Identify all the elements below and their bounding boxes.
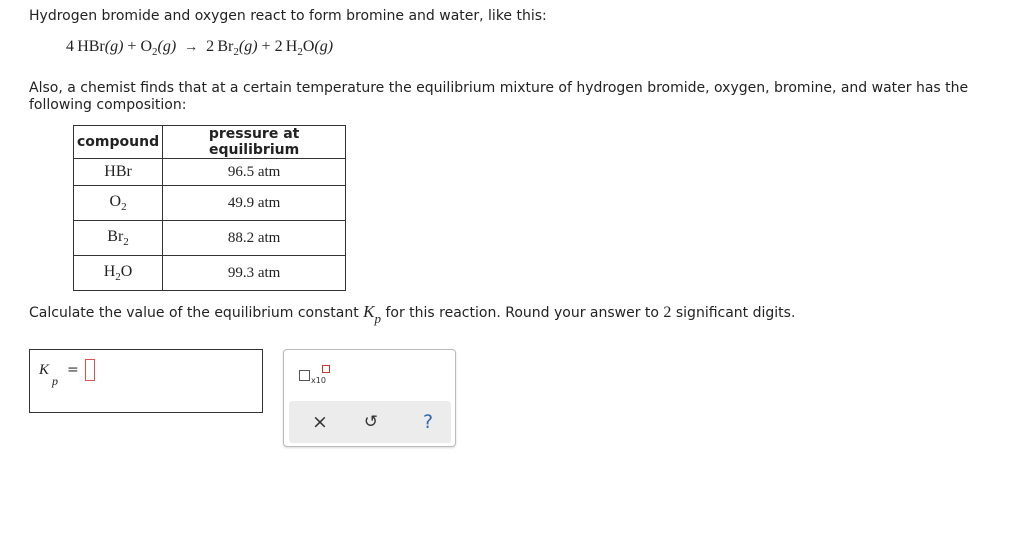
answer-k-subscript: p bbox=[52, 374, 58, 388]
chemical-equation: 4 $HBr(g) + O_2(g) \to 2$ $Br_2(g) + 2$ $H_2O(g)$ bbox=[66, 38, 334, 58]
pressure-cell: 49.9 atm bbox=[163, 186, 346, 221]
mantissa-box-icon bbox=[299, 370, 310, 381]
table-row bbox=[74, 221, 346, 256]
table-row bbox=[74, 186, 346, 221]
answer-k-label: K bbox=[39, 362, 50, 378]
pressure-cell: 99.3 atm bbox=[163, 256, 346, 291]
composition-table bbox=[73, 125, 346, 291]
help-button[interactable] bbox=[414, 409, 442, 435]
header-compound: compound bbox=[74, 126, 163, 159]
times-ten-label: x10 bbox=[311, 376, 326, 385]
compound-cell: $Br_2$ bbox=[74, 221, 163, 256]
pressure-cell: 88.2 atm bbox=[163, 221, 346, 256]
problem-intro: Hydrogen bromide and oxygen react to form bromine and water, like this: bbox=[29, 8, 547, 24]
undo-button[interactable] bbox=[357, 409, 385, 435]
compound-cell: $O_2$ bbox=[74, 186, 163, 221]
table-header-row bbox=[74, 126, 346, 159]
answer-equals: = bbox=[67, 362, 79, 378]
clear-button[interactable] bbox=[306, 409, 334, 435]
table-row bbox=[74, 256, 346, 291]
pressure-cell: 96.5 atm bbox=[163, 159, 346, 186]
compound-cell: $H_2O$ bbox=[74, 256, 163, 291]
close-icon: × bbox=[312, 411, 328, 433]
answer-input[interactable] bbox=[85, 359, 95, 381]
action-bar bbox=[289, 401, 451, 443]
exponent-box-icon bbox=[322, 365, 330, 373]
help-icon: ? bbox=[422, 411, 434, 433]
calculate-instruction: Calculate the value of the equilibrium constant $K_p$ for this reaction. Round your answer to 2 significant digits. bbox=[29, 302, 796, 326]
answer-box[interactable] bbox=[29, 349, 263, 413]
reaction-arrow-icon: → bbox=[184, 40, 199, 55]
header-pressure: pressure at equilibrium bbox=[163, 126, 346, 159]
table-row bbox=[74, 159, 346, 186]
composition-intro: Also, a chemist finds that at a certain temperature the equilibrium mixture of hydrogen bromide, oxygen, bromine, and water has the following composition: bbox=[29, 80, 969, 113]
compound-cell: HBr bbox=[74, 159, 163, 186]
undo-icon: ↺ bbox=[363, 412, 379, 432]
scientific-notation-button[interactable] bbox=[296, 364, 332, 390]
math-tool-panel bbox=[283, 349, 456, 447]
